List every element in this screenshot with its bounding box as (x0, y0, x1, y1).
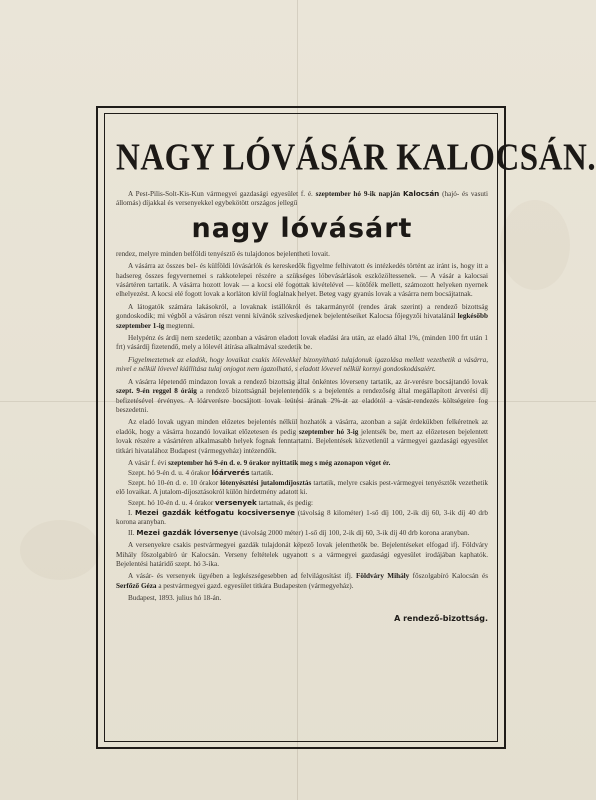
paragraph-12: A versenyekre csakis pestvármegyei gazdák tulajdonát képező lovak jelenthetők be. Bejelentéseket elfogad ifj. Földváry Mihály főszolgabíró úr Kalocsán. Verseny feltételek ugyanott s a vármegyei gazdasági egyesület irodájában kaphatók. Bejelentési határidő szept. hó 3-ika. (116, 541, 488, 568)
paragraph-13: A vásár- és versenyek ügyében a legkészségesebben ad felvilágosítást ifj. Földváry Mihály főszolgabíró Kalocsán és Serfőző Géza a pestvármegyei gazd. egyesület titkára Budapesten (vármegyeház). (116, 572, 488, 590)
paragraph-8: A vásár f. évi szeptember hó 9-én d. e. 9 órakor nyittatik meg s még azonapon véget ér. (128, 458, 391, 467)
paragraph-7: Az eladó lovak ugyan minden előzetes bejelentés nélkül hozhatók a vásárra, azonban a saját érdekükben felkéretnek az eladók, hogy a vásárra hozandó lovaikat előzetesen és pedig szeptember hó 3-ig jelentsék be, mert az előzetesen bejelentett lovak részére a vásártéren alkalmasabb helyek fognak fenntartatni. Bejelentések közvetlenül a vármegyei gazdasági egyesület titkári hivatalához Budapest (vármegyeház) intézendők. (116, 418, 489, 455)
race-1: I. Mezei gazdák kétfogatu kocsiversenye (távolság 8 kilométer) 1-ső díj 100, 2-ik díj 60, 3-ik díj 40 drb korona aranyban. (116, 507, 489, 527)
intro-paragraph: A Pest-Pilis-Solt-Kis-Kun vármegyei gazdasági egyesület f. é. szeptember hó 9-ik napján Kalocsán (hajó- és vasuti állomás) díjakkal és versenyekkel egybekötött országos jellegű (116, 189, 489, 208)
paragraph-11: Szept. hó 10-én d. u. 4 órakor versenyek tartatnak, és pedig: (128, 497, 314, 507)
paragraph-1: rendez, melyre minden belföldi tenyésztő és tulajdonos bejelentheti lovait. (116, 249, 330, 258)
signature: A rendező-bizottság. (394, 613, 488, 623)
paragraph-9: Szept. hó 9-én d. u. 4 órakor lóárverés tartatik. (128, 468, 274, 478)
paragraph-2: A vásárra az összes bel- és külföldi lóvásárlók és kereskedők figyelme felhivatott és intézkedés történt az iránt is, hogy itt a hadsereg összes fegyvernemei s rakkotelepei részére a szükséges lóbevásárlások eszközöltessenek. — A vásár a kalocsai vásártéren tartatik. A vásárra hozott lovak — a kocsi elé fogottak kivételével — kötőfék mellett, számozott helyeken nyernek elhelyezést. A kocsi elé fogott lovak a korláton kívül foglalnak helyet. Beteg vagy gyanús lovak a vásárra nem bocsájtatnak. (116, 262, 488, 299)
paper-stain (20, 520, 100, 580)
paper-stain (500, 200, 570, 290)
date-line: Budapest, 1893. julius hó 18-án. (128, 594, 222, 603)
big-title: nagy lóvásárt (191, 212, 413, 244)
poster-content (116, 137, 596, 623)
race-2: II. Mezei gazdák lóversenye (távolság 2000 méter) 1-ső díj 100, 2-ik díj 60, 3-ik díj 40 drb korona aranyban. (128, 527, 470, 537)
paragraph-6: A vásárra lépetendő mindazon lovak a rendező bizottság által önkéntes lóverseny tartatik, az ár-verésre bocsájtandó lovak szept. 9-én reggel 8 óráig a rendező bizottságnál bejelentendők s a bejelentés a rendezőség által megállapított árverési díj befizetésével érvényes. A lóárverésre bocsájtott lovak leütési árának 2%-át az eladótól a vásár-rendezés költségeire fog beszedetni. (116, 377, 488, 414)
paragraph-5: Figyelmeztetnek az eladók, hogy lovaikat csakis lólevekkel bizonyítható tulajdonuk igazolása mellett vezethetik a vásárra, mivel e nélkül lóvevel kiállítása tulaj onjogot nem igazolható, s eladott lóvevel nélkül kornyi gondoskodásaiért. (116, 355, 488, 374)
headline: NAGY LÓVÁSÁR KALOCSÁN. (116, 137, 596, 179)
paragraph-4: Helypénz és árdíj nem szedetik; azonban a vásáron eladott lovak eladási ára után, az eladó által 1%, (minden 100 frt után 1 frt) vásárdíj fizetendő, mely a lólevél átírása alkalmával szedetik be. (116, 334, 488, 352)
paragraph-10: Szept. hó 10-én d. e. 10 órakor lótenyésztési jutalomdíjosztás tartatik, melyre csakis pest-vármegyei tenyésztők vezethetik elő lovaikat. A jutalom-díjosztásokról külön hirdetmény adatott ki. (116, 478, 489, 497)
paragraph-3: A látogatók számára lakásokról, a lovaknak istállókról és takarmányról (rendes árak szerint) a rendező bizottság gondoskodik; mi végből a vásáron részt venni kívánók szíveskedjenek bejelentéseiket Kalocsa főjegyzői hivatalánál legkésőbb szeptember 1-ig megtenni. (116, 302, 489, 330)
